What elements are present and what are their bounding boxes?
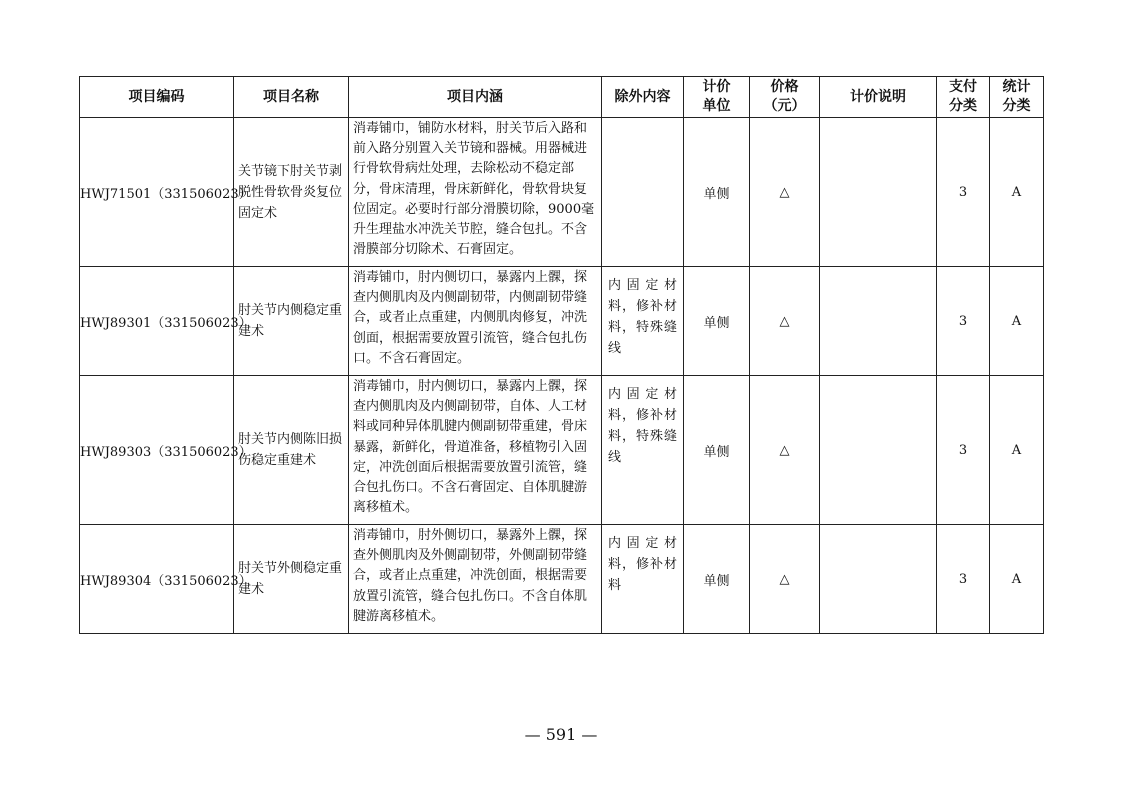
header-stat-class [990, 77, 1044, 118]
header-pricing-note: 计价说明 [820, 77, 937, 118]
cell-unit: 单侧 [684, 267, 750, 376]
header-price [750, 77, 820, 118]
table-row [80, 525, 1044, 634]
header-payment-line1: 支付 [949, 79, 977, 95]
header-exclusions: 除外内容 [602, 77, 684, 118]
header-stat-line2: 分类 [1002, 98, 1031, 114]
header-stat-line1: 统计 [1002, 79, 1031, 95]
cell-content: 消毒铺巾，肘外侧切口，暴露外上髁，探查外侧肌肉及外侧副韧带，外侧副韧带缝合，或者止点重建，冲洗创面，根据需要放置引流管，缝合包扎伤口。不含自体肌腱游离移植术。 [349, 525, 602, 634]
cell-price: △ [750, 118, 820, 267]
cell-pricing-note [820, 267, 937, 376]
header-unit-line2: 单位 [702, 98, 731, 114]
table-header-row [80, 77, 1044, 118]
cell-exclusions [602, 376, 684, 525]
cell-name: 肘关节外侧稳定重建术 [234, 525, 349, 634]
cell-code: HWJ89301（331506023） [80, 267, 234, 376]
header-unit-line1: 计价 [702, 79, 731, 95]
header-name: 项目名称 [234, 77, 349, 118]
table-row [80, 267, 1044, 376]
cell-stat-class: A [990, 525, 1044, 634]
cell-price: △ [750, 376, 820, 525]
cell-name: 肘关节内侧陈旧损伤稳定重建术 [234, 376, 349, 525]
cell-pricing-note [820, 118, 937, 267]
cell-pricing-note [820, 525, 937, 634]
cell-name: 肘关节内侧稳定重建术 [234, 267, 349, 376]
cell-stat-class: A [990, 267, 1044, 376]
header-unit [684, 77, 750, 118]
page-number: — 591 — [524, 725, 598, 744]
cell-price: △ [750, 267, 820, 376]
cell-name: 关节镜下肘关节剥脱性骨软骨炎复位固定术 [234, 118, 349, 267]
cell-code: HWJ89303（331506023） [80, 376, 234, 525]
cell-payment-class: 3 [937, 525, 990, 634]
header-payment-line2: 分类 [949, 98, 977, 114]
cell-content: 消毒铺巾，肘内侧切口，暴露内上髁，探查内侧肌肉及内侧副韧带，自体、人工材料或同种异体肌腱内侧副韧带重建，骨床暴露，新鲜化，骨道准备，移植物引入固定，冲洗创面后根据需要放置引流管，缝合包扎伤口。不含石膏固定、自体肌腱游离移植术。 [349, 376, 602, 525]
cell-stat-class: A [990, 376, 1044, 525]
exclusions-text: 内固定材料，修补材料 [608, 536, 677, 593]
cell-content: 消毒铺巾，肘内侧切口，暴露内上髁，探查内侧肌肉及内侧副韧带，内侧副韧带缝合，或者止点重建，内侧肌肉修复，冲洗创面，根据需要放置引流管，缝合包扎伤口。不含石膏固定。 [349, 267, 602, 376]
pricing-table [79, 76, 1044, 634]
cell-price: △ [750, 525, 820, 634]
cell-unit: 单侧 [684, 118, 750, 267]
cell-pricing-note [820, 376, 937, 525]
header-payment-class [937, 77, 990, 118]
cell-exclusions [602, 118, 684, 267]
header-content: 项目内涵 [349, 77, 602, 118]
cell-stat-class: A [990, 118, 1044, 267]
cell-payment-class: 3 [937, 118, 990, 267]
cell-code: HWJ89304（331506023） [80, 525, 234, 634]
cell-unit: 单侧 [684, 376, 750, 525]
cell-code: HWJ71501（331506023） [80, 118, 234, 267]
cell-payment-class: 3 [937, 376, 990, 525]
cell-payment-class: 3 [937, 267, 990, 376]
header-price-line2: （元） [763, 98, 806, 114]
table-row [80, 376, 1044, 525]
exclusions-text: 内固定材料，修补材料，特殊缝线 [608, 278, 677, 356]
table-row [80, 118, 1044, 267]
header-code: 项目编码 [80, 77, 234, 118]
header-price-line1: 价格 [770, 79, 799, 95]
exclusions-text: 内固定材料，修补材料，特殊缝线 [608, 387, 677, 465]
cell-content: 消毒铺巾，铺防水材料，肘关节后入路和前入路分别置入关节镜和器械。用器械进行骨软骨病灶处理，去除松动不稳定部分，骨床清理，骨床新鲜化，骨软骨块复位固定。必要时行部分滑膜切除，9000毫升生理盐水冲洗关节腔，缝合包扎。不含滑膜部分切除术、石膏固定。 [349, 118, 602, 267]
cell-exclusions [602, 525, 684, 634]
cell-unit: 单侧 [684, 525, 750, 634]
cell-exclusions [602, 267, 684, 376]
